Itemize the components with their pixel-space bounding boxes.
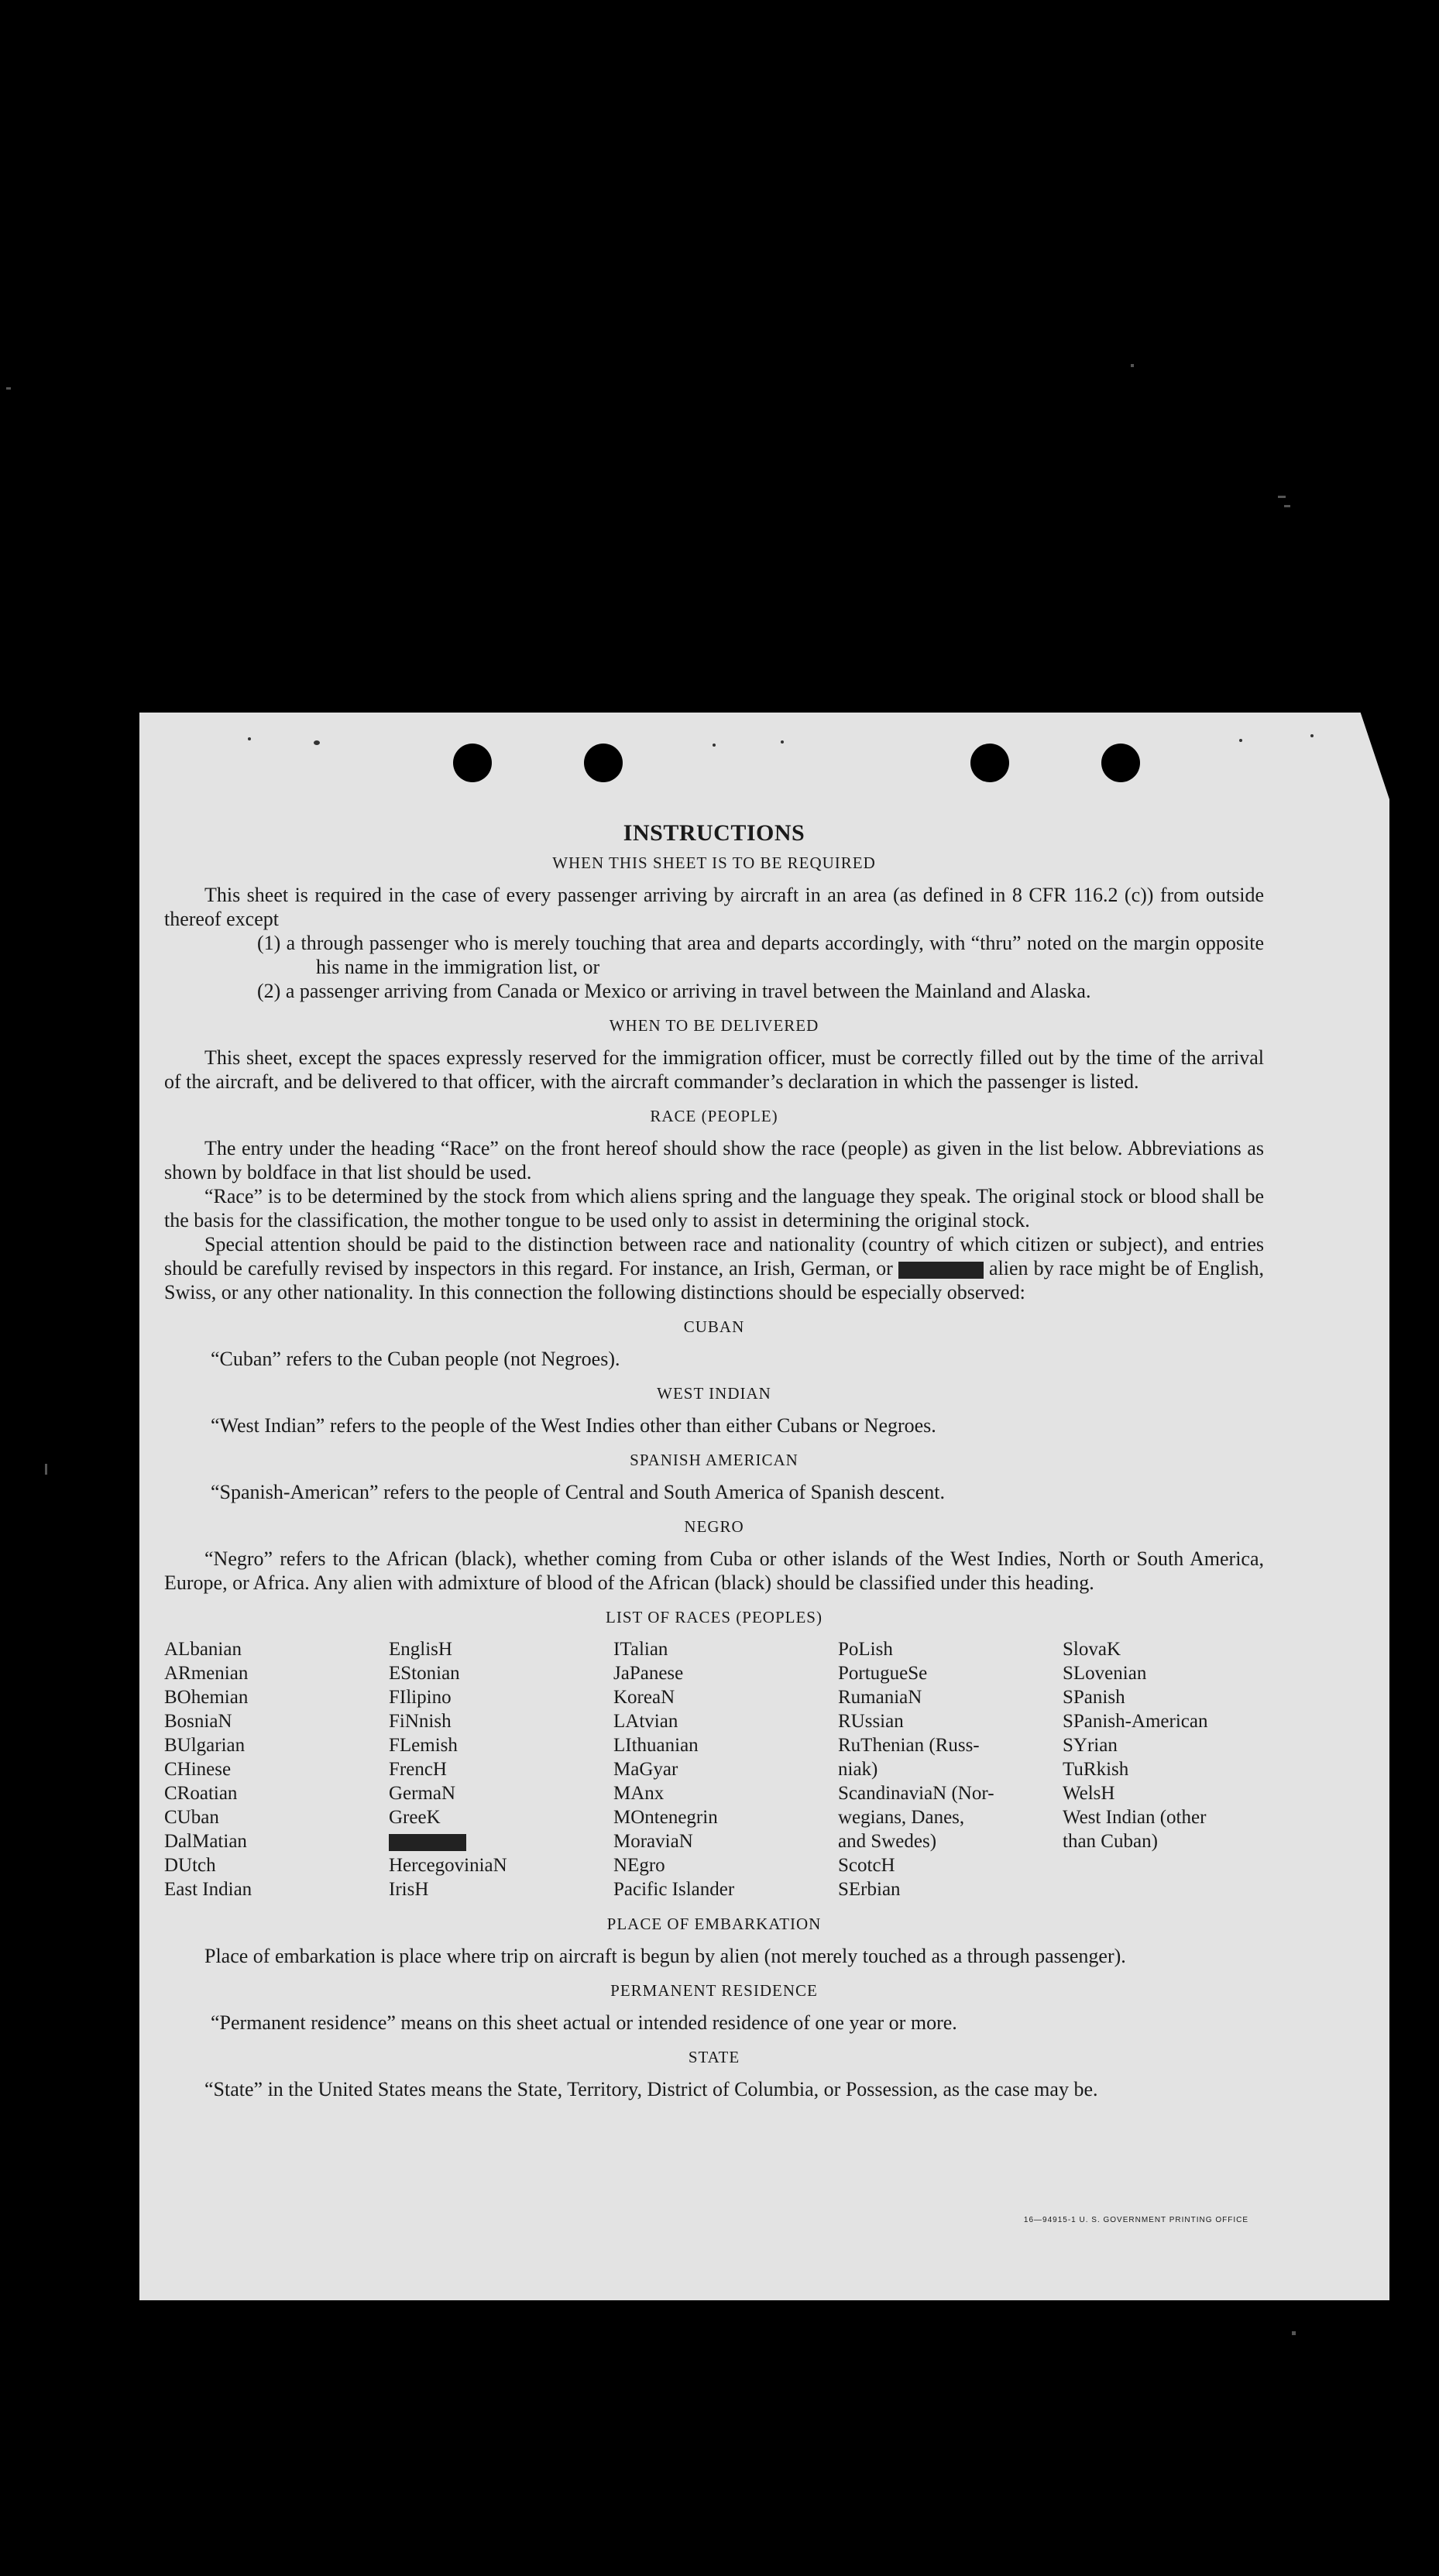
state-text: “State” in the United States means the State, Territory, District of Columbia, or Possession, as the case may be. — [204, 2078, 1098, 2100]
race-item: ScotcH — [838, 1855, 895, 1876]
redacted-word — [389, 1834, 466, 1851]
delivered-text: This sheet, except the spaces expressly reserved for the immigration officer, must be correctly filled out by the time of the arrival of the aircraft, and be delivered to that officer, with the aircraft commander’s declaration in which the passenger is listed. — [164, 1046, 1264, 1093]
race-item: RumaniaN — [838, 1687, 922, 1708]
scan-mark — [1292, 2331, 1296, 2335]
embarkation-text: Place of embarkation is place where trip on aircraft is begun by alien (not merely touched as a through passenger). — [204, 1945, 1126, 1967]
sheet-corner-cut — [1360, 711, 1391, 804]
required-text: This sheet is required in the case of every passenger arriving by aircraft in an area (as defined in 8 CFR 116.2 (c)) from outside thereof except — [164, 884, 1264, 930]
race-item: BUlgarian — [164, 1735, 246, 1756]
race-item: HercegoviniaN — [389, 1855, 507, 1876]
punch-hole — [584, 744, 623, 782]
race-column — [838, 1637, 1063, 1901]
section-heading-spanish-american: SPANISH AMERICAN — [630, 1451, 798, 1469]
race-item: West Indian (other than Cuban) — [1063, 1807, 1207, 1852]
race-column — [164, 1637, 389, 1901]
race-item-redacted — [389, 1829, 613, 1853]
race-item: EStonian — [389, 1663, 460, 1684]
race-item: JaPanese — [613, 1663, 684, 1684]
section-heading-list: LIST OF RACES (PEOPLES) — [606, 1608, 823, 1626]
race-item: SlovaK — [1063, 1639, 1121, 1660]
race-item: MoraviaN — [613, 1831, 693, 1852]
scan-mark — [1278, 496, 1286, 498]
section-heading-delivered: WHEN TO BE DELIVERED — [609, 1016, 819, 1035]
race-item: PoLish — [838, 1639, 893, 1660]
race-item: ARmenian — [164, 1663, 249, 1684]
speck — [1239, 739, 1242, 742]
race-item: LIthuanian — [613, 1735, 699, 1756]
race-text-3a: Special attention should be paid to the distinction between race and nationality (country of which citizen or subject), and entries should be carefully revised by inspectors in this regard. For instance, an Irish, German, or — [164, 1233, 1264, 1279]
race-item: SLovenian — [1063, 1663, 1147, 1684]
race-text-1: The entry under the heading “Race” on the front hereof should show the race (people) as given in the list below. Abbreviations as shown by boldface in that list should be used. — [164, 1137, 1264, 1183]
negro-text: “Negro” refers to the African (black), whether coming from Cuba or other islands of the West Indies, North or South America, Europe, or Africa. Any alien with admixture of blood of the African (black) should be classified under this heading. — [164, 1547, 1264, 1594]
race-item: CUban — [164, 1807, 219, 1828]
exception-1: (1) a through passenger who is merely touching that area and departs accordingly, with “thru” noted on the margin opposite his name in the immigration list, or — [257, 932, 1264, 978]
race-item: IrisH — [389, 1879, 429, 1900]
speck — [781, 740, 784, 744]
punch-hole — [970, 744, 1009, 782]
race-item: FIlipino — [389, 1687, 452, 1708]
section-heading-cuban: CUBAN — [683, 1317, 745, 1336]
section-heading-negro: NEGRO — [684, 1517, 744, 1536]
race-item: MAnx — [613, 1783, 665, 1804]
race-item: DalMatian — [164, 1831, 247, 1852]
section-heading-race: RACE (PEOPLE) — [650, 1107, 778, 1125]
punch-hole — [453, 744, 492, 782]
redacted-word — [898, 1262, 984, 1279]
speck — [248, 737, 251, 740]
speck — [713, 744, 716, 747]
race-item: MOntenegrin — [613, 1807, 718, 1828]
race-item: RUssian — [838, 1711, 904, 1732]
race-item: KoreaN — [613, 1687, 675, 1708]
race-item: GreeK — [389, 1807, 441, 1828]
race-list — [164, 1637, 1264, 1901]
race-item: SPanish — [1063, 1687, 1125, 1708]
race-text-3b: alien by race might be of English, Swiss, or any other nationality. In this connection the following distinctions should be especially observed: — [164, 1257, 1265, 1303]
race-item: MaGyar — [613, 1759, 678, 1780]
race-text-3 — [164, 1232, 1264, 1304]
race-item: RuThenian (Russ- niak) — [838, 1735, 980, 1780]
race-item: BOhemian — [164, 1687, 249, 1708]
race-item: EnglisH — [389, 1639, 452, 1660]
race-column — [613, 1637, 838, 1901]
instruction-sheet — [139, 713, 1389, 2300]
section-heading-embarkation: PLACE OF EMBARKATION — [606, 1915, 822, 1933]
instructions-body — [164, 821, 1264, 2101]
section-heading-required: WHEN THIS SHEET IS TO BE REQUIRED — [552, 854, 876, 872]
race-item: PortugueSe — [838, 1663, 928, 1684]
print-code: 16—94915-1 U. S. GOVERNMENT PRINTING OFFICE — [1023, 2216, 1248, 2224]
race-item: SYrian — [1063, 1735, 1118, 1756]
race-item: TuRkish — [1063, 1759, 1129, 1780]
race-item: DUtch — [164, 1855, 216, 1876]
punch-hole — [1101, 744, 1140, 782]
race-item: ALbanian — [164, 1639, 242, 1660]
scan-mark — [1284, 505, 1290, 507]
speck — [1310, 734, 1314, 737]
race-text-2: “Race” is to be determined by the stock from which aliens spring and the language they speak. The original stock or blood shall be the basis for the classification, the mother tongue to be used only to assist in determining the original stock. — [164, 1185, 1264, 1231]
exception-2: (2) a passenger arriving from Canada or Mexico or arriving in travel between the Mainland and Alaska. — [257, 980, 1091, 1002]
race-item: ScandinaviaN (Nor- wegians, Danes, and Swedes) — [838, 1783, 994, 1852]
race-item: SErbian — [838, 1879, 901, 1900]
race-item: LAtvian — [613, 1711, 678, 1732]
section-heading-west-indian: WEST INDIAN — [657, 1384, 771, 1403]
scan-mark — [6, 387, 11, 390]
section-heading-state: STATE — [688, 2048, 740, 2066]
scan-mark — [45, 1464, 47, 1475]
race-item: FLemish — [389, 1735, 458, 1756]
race-item: FiNnish — [389, 1711, 452, 1732]
race-item: NEgro — [613, 1855, 665, 1876]
race-item: East Indian — [164, 1879, 252, 1900]
race-item: SPanish-American — [1063, 1711, 1208, 1732]
race-item: CHinese — [164, 1759, 232, 1780]
cuban-text: “Cuban” refers to the Cuban people (not Negroes). — [211, 1348, 620, 1370]
race-item: WelsH — [1063, 1783, 1115, 1804]
race-item: CRoatian — [164, 1783, 238, 1804]
scan-mark — [1131, 364, 1134, 367]
race-column — [1063, 1637, 1279, 1901]
race-item: Pacific Islander — [613, 1879, 735, 1900]
west-indian-text: “West Indian” refers to the people of the West Indies other than either Cubans or Negroes. — [211, 1414, 936, 1437]
race-item: GermaN — [389, 1783, 456, 1804]
page-title: INSTRUCTIONS — [623, 820, 805, 846]
race-column — [389, 1637, 613, 1901]
race-item: BosniaN — [164, 1711, 232, 1732]
race-item: ITalian — [613, 1639, 668, 1660]
residence-text: “Permanent residence” means on this sheet actual or intended residence of one year or more. — [211, 2011, 957, 2034]
race-item: FrencH — [389, 1759, 447, 1780]
spanish-american-text: “Spanish-American” refers to the people of Central and South America of Spanish descent. — [211, 1481, 945, 1503]
section-heading-residence: PERMANENT RESIDENCE — [610, 1981, 818, 2000]
speck — [314, 740, 320, 745]
